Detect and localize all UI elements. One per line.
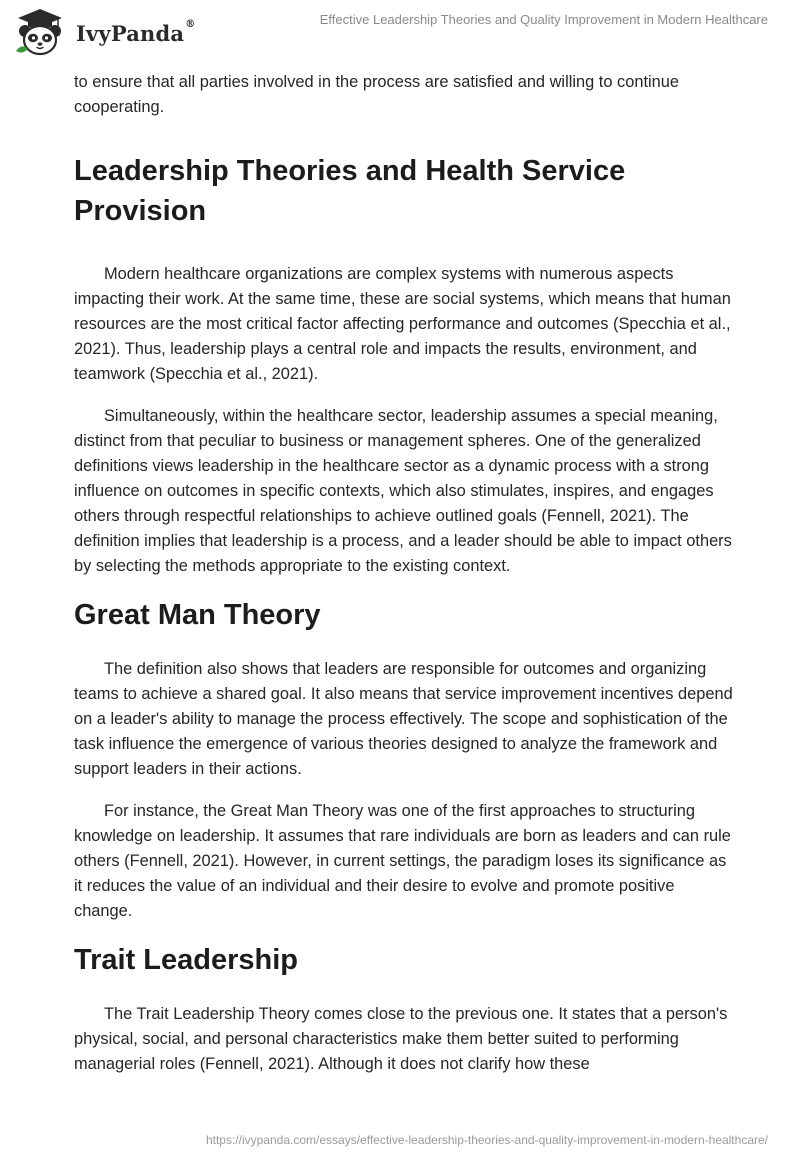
brand-name: IvyPanda®: [76, 18, 196, 46]
section-heading: Trait Leadership: [74, 944, 299, 976]
panda-graduate-icon: [14, 7, 66, 57]
intro-paragraph: to ensure that all parties involved in the process are satisfied and willing to continue cooperating.: [74, 73, 679, 116]
body-paragraph: The definition also shows that leaders are responsible for outcomes and organizing teams to achieve a shared goal. It also means that service improvement incentives depend on a leader's ability to manage the process effectively. The scope and sophistication of the task influence the emergence of various theories designed to analyze the framework and support leaders in their actions.: [74, 660, 733, 778]
document-title: Effective Leadership Theories and Quality Improvement in Modern Healthcare: [319, 12, 768, 27]
body-paragraph: The Trait Leadership Theory comes close to the previous one. It states that a person's physical, social, and personal characteristics make them better suited to performing managerial roles (Fennell, 2021). Although it does not clarify how these: [74, 1005, 728, 1073]
source-url[interactable]: https://ivypanda.com/essays/effective-leadership-theories-and-quality-improvement-in-modern-healthcare/: [205, 1133, 768, 1147]
body-paragraph: For instance, the Great Man Theory was one of the first approaches to structuring knowledge on leadership. It assumes that rare individuals are born as leaders and can rule others (Fennell, 2021). However, in current settings, the paradigm loses its significance as it reduces the value of an individual and their desire to evolve and promote positive change.: [74, 802, 731, 920]
page-header: [0, 0, 800, 66]
essay-body: [74, 70, 734, 1077]
body-paragraph: Simultaneously, within the healthcare sector, leadership assumes a special meaning, distinct from that peculiar to business or management spheres. One of the generalized definitions views leadership in the healthcare sector as a dynamic process with a strong influence on outcomes in specific contexts, which also stimulates, inspires, and engages others through respectful relationships to achieve outlined goals (Fennell, 2021). The definition implies that leadership is a process, and a leader should be able to impact others by selecting the methods appropriate to the existing context.: [74, 407, 732, 575]
section-heading: Leadership Theories and Health Service Provision: [74, 155, 626, 227]
brand-logo[interactable]: [14, 7, 195, 57]
body-paragraph: Modern healthcare organizations are complex systems with numerous aspects impacting their work. At the same time, these are social systems, which means that human resources are the most critical factor affecting performance and outcomes (Specchia et al., 2021). Thus, leadership plays a central role and impacts the results, environment, and teamwork (Specchia et al., 2021).: [74, 265, 731, 383]
section-heading: Great Man Theory: [74, 599, 321, 631]
